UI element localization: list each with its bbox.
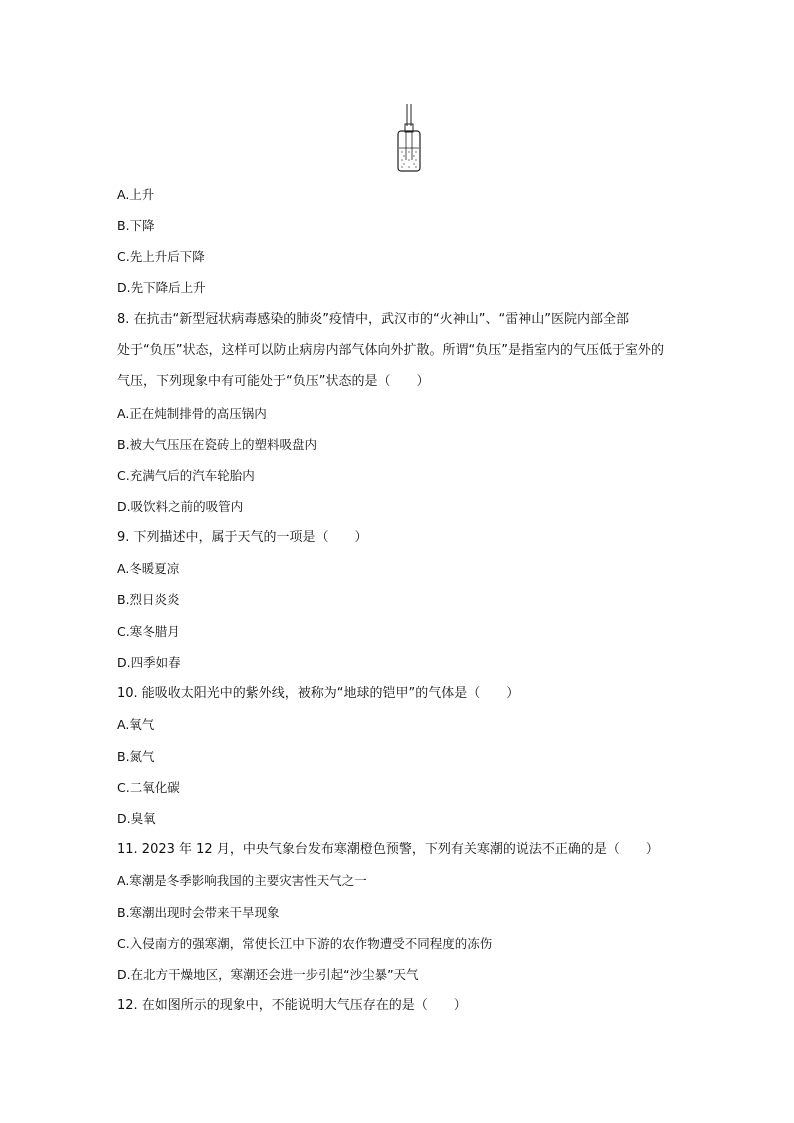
q10-option-c: C.二氧化碳	[117, 780, 180, 795]
q8-option-a: A.正在炖制排骨的高压锅内	[117, 406, 267, 421]
q8-stem-line-3: 气压，下列现象中有可能处于“负压”状态的是（ ）	[117, 374, 430, 389]
q8-stem-line-1: 8. 在抗击“新型冠状病毒感染的肺炎”疫情中，武汉市的“火神山”、“雷神山”医院内部全部	[117, 312, 629, 327]
q7-option-a: A.上升	[117, 187, 155, 202]
q10-option-a: A.氧气	[117, 717, 155, 732]
q11-stem: 11. 2023 年 12 月，中央气象台发布寒潮橙色预警，下列有关寒潮的说法不正确的是（ ）	[117, 842, 659, 857]
q10-stem: 10. 能吸收太阳光中的紫外线，被称为“地球的铠甲”的气体是（ ）	[117, 686, 520, 701]
q7-option-c: C.先上升后下降	[117, 249, 205, 264]
q10-option-b: B.氮气	[117, 749, 155, 764]
q9-option-a: A.冬暖夏凉	[117, 561, 180, 576]
q7-option-b: B.下降	[117, 218, 155, 233]
q7-option-d: D.先下降后上升	[117, 280, 206, 295]
q11-option-d: D.在北方干燥地区，寒潮还会进一步引起“沙尘暴”天气	[117, 967, 419, 982]
q12-stem: 12. 在如图所示的现象中，不能说明大气压存在的是（ ）	[117, 998, 467, 1013]
q8-option-c: C.充满气后的汽车轮胎内	[117, 468, 255, 483]
q9-stem: 9. 下列描述中，属于天气的一项是（ ）	[117, 530, 368, 545]
q9-option-d: D.四季如春	[117, 655, 181, 670]
q9-option-b: B.烈日炎炎	[117, 592, 180, 607]
q8-stem-line-2: 处于“负压”状态，这样可以防止病房内部气体向外扩散。所谓“负压”是指室内的气压低于室外的	[117, 343, 664, 358]
q8-option-b: B.被大气压压在瓷砖上的塑料吸盘内	[117, 437, 318, 452]
q11-option-a: A.寒潮是冬季影响我国的主要灾害性天气之一	[117, 873, 367, 888]
q10-option-d: D.臭氧	[117, 811, 156, 826]
q9-option-c: C.寒冬腊月	[117, 624, 180, 639]
q11-option-b: B.寒潮出现时会带来干旱现象	[117, 905, 280, 920]
q11-option-c: C.入侵南方的强寒潮，常使长江中下游的农作物遭受不同程度的冻伤	[117, 936, 493, 951]
q8-option-d: D.吸饮料之前的吸管内	[117, 499, 244, 514]
bottle-figure	[395, 104, 423, 174]
